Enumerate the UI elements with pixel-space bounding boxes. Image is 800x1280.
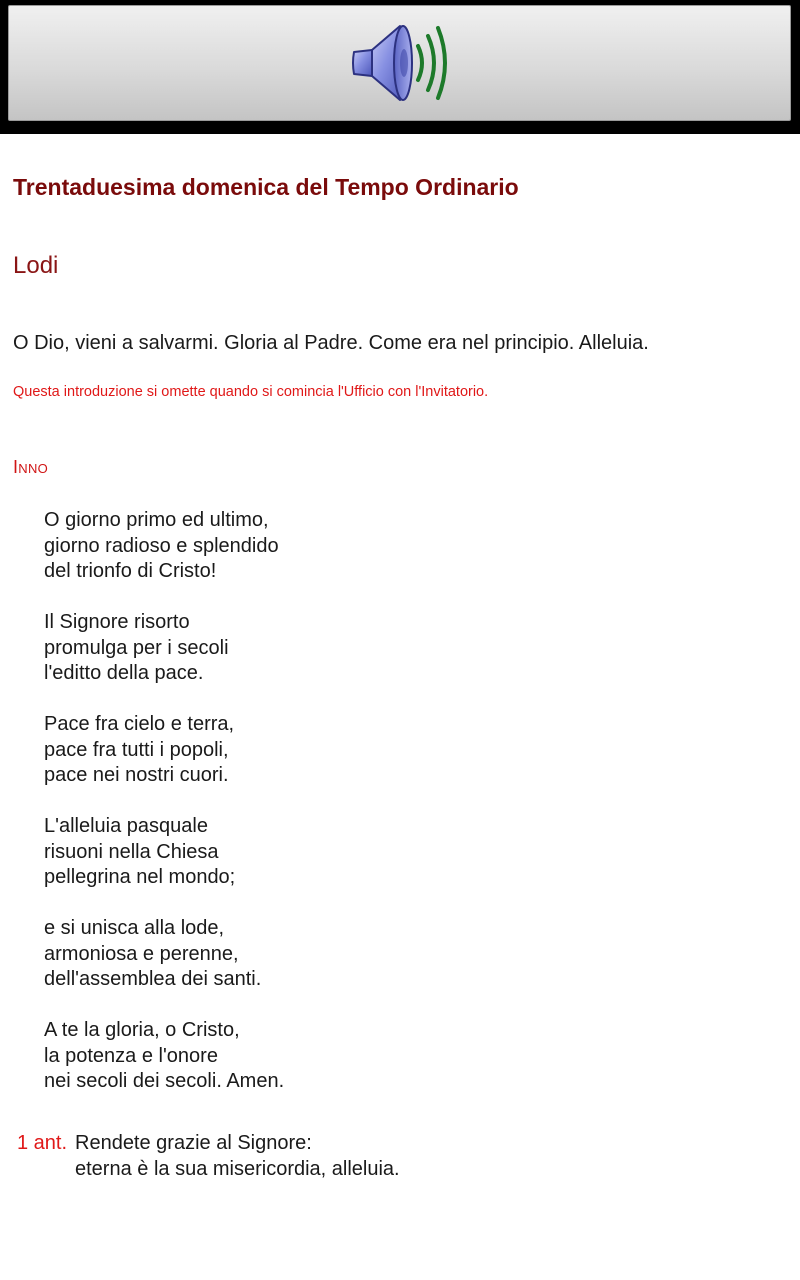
hymn-stanza <box>44 1018 284 1095</box>
hymn-heading: Inno <box>13 457 49 477</box>
hymn-line: l'editto della pace. <box>44 662 204 684</box>
hymn-line: A te la gloria, o Cristo, <box>44 1019 240 1041</box>
hymn-stanza <box>44 916 284 993</box>
hymn-line: Il Signore risorto <box>44 611 190 633</box>
hymn-line: Pace fra cielo e terra, <box>44 713 235 735</box>
hymn-stanza <box>44 610 284 687</box>
hymn-text <box>44 508 284 1120</box>
rubric-note: Questa introduzione si omette quando si comincia l'Ufficio con l'Invitatorio. <box>13 384 489 400</box>
speaker-icon <box>348 18 452 108</box>
hymn-line: armoniosa e perenne, <box>44 942 239 965</box>
hymn-stanza <box>44 814 284 891</box>
antiphon-line: eterna è la sua misericordia, alleluia. <box>75 1158 400 1180</box>
hymn-line: pellegrina nel mondo; <box>44 866 236 888</box>
top-bar <box>0 0 800 134</box>
hymn-line: pace fra tutti i popoli, <box>44 738 229 761</box>
play-audio-button[interactable] <box>8 5 791 121</box>
antiphon-line: Rendete grazie al Signore: <box>75 1132 312 1154</box>
introduction-text: O Dio, vieni a salvarmi. Gloria al Padre. Come era nel principio. Alleluia. <box>13 332 649 354</box>
hymn-line: pace nei nostri cuori. <box>44 764 229 786</box>
hymn-stanza <box>44 712 284 789</box>
hymn-line: risuoni nella Chiesa <box>44 840 219 863</box>
hymn-line: dell'assemblea dei santi. <box>44 968 262 990</box>
antiphon-text <box>75 1130 400 1182</box>
hymn-line: promulga per i secoli <box>44 636 229 659</box>
hymn-line: O giorno primo ed ultimo, <box>44 509 269 531</box>
antiphon-label: 1 ant. <box>17 1132 68 1154</box>
hymn-line: e si unisca alla lode, <box>44 917 225 939</box>
hymn-line: del trionfo di Cristo! <box>44 560 217 582</box>
antiphon <box>17 1130 400 1182</box>
hour-title: Lodi <box>13 252 59 279</box>
hymn-line: la potenza e l'onore <box>44 1044 218 1067</box>
hymn-stanza <box>44 508 284 585</box>
hymn-line: nei secoli dei secoli. Amen. <box>44 1070 285 1092</box>
hymn-line: giorno radioso e splendido <box>44 534 279 557</box>
hymn-line: L'alleluia pasquale <box>44 815 208 837</box>
page-title: Trentaduesima domenica del Tempo Ordinario <box>13 174 519 200</box>
